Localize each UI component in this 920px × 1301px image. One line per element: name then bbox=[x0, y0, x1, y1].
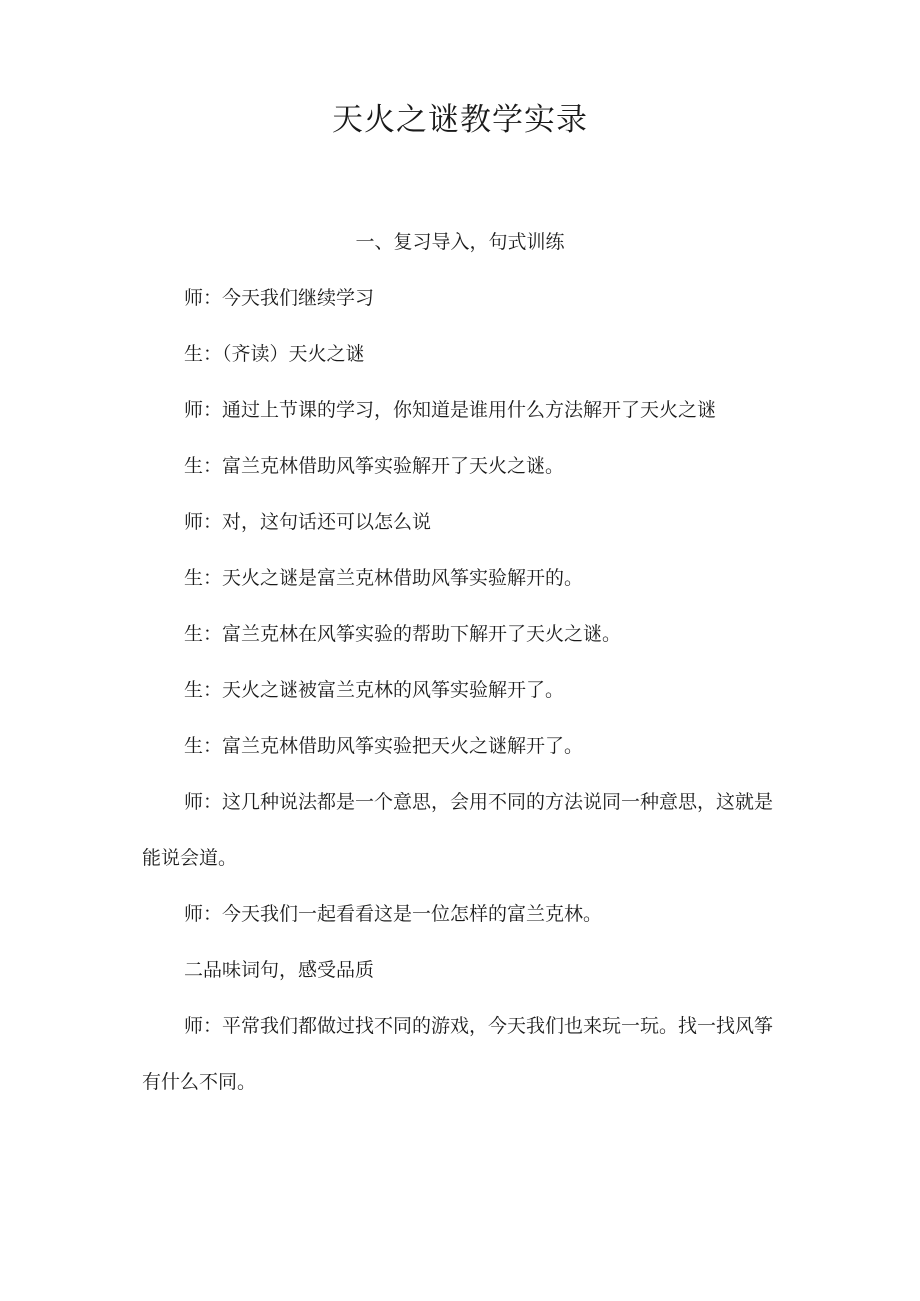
paragraph: 生：天火之谜是富兰克林借助风筝实验解开的。 bbox=[184, 567, 584, 589]
paragraph: 师：今天我们一起看看这是一位怎样的富兰克林。 bbox=[184, 903, 603, 925]
paragraph: 师：平常我们都做过找不同的游戏，今天我们也来玩一玩。找一找风筝有什么不同。 bbox=[142, 1015, 774, 1093]
paragraph: 师：对，这句话还可以怎么说 bbox=[184, 511, 432, 533]
section-heading-2: 二品味词句，感受品质 bbox=[184, 959, 375, 981]
paragraph: 生：天火之谜被富兰克林的风筝实验解开了。 bbox=[184, 679, 565, 701]
document-title: 天火之谜教学实录 bbox=[332, 102, 588, 138]
paragraph: 生：富兰克林借助风筝实验解开了天火之谜。 bbox=[184, 455, 565, 477]
paragraph: 生：富兰克林借助风筝实验把天火之谜解开了。 bbox=[184, 735, 584, 757]
paragraph: 生：富兰克林在风筝实验的帮助下解开了天火之谜。 bbox=[184, 623, 622, 645]
paragraph: 生：（齐读）天火之谜 bbox=[184, 343, 365, 365]
document-body bbox=[142, 284, 782, 1124]
paragraph: 师：今天我们继续学习 bbox=[184, 287, 375, 309]
section-heading: 一、复习导入，句式训练 bbox=[355, 231, 565, 253]
paragraph: 师：这几种说法都是一个意思，会用不同的方法说同一种意思，这就是能说会道。 bbox=[142, 791, 774, 869]
paragraph: 师：通过上节课的学习，你知道是谁用什么方法解开了天火之谜 bbox=[184, 399, 717, 421]
